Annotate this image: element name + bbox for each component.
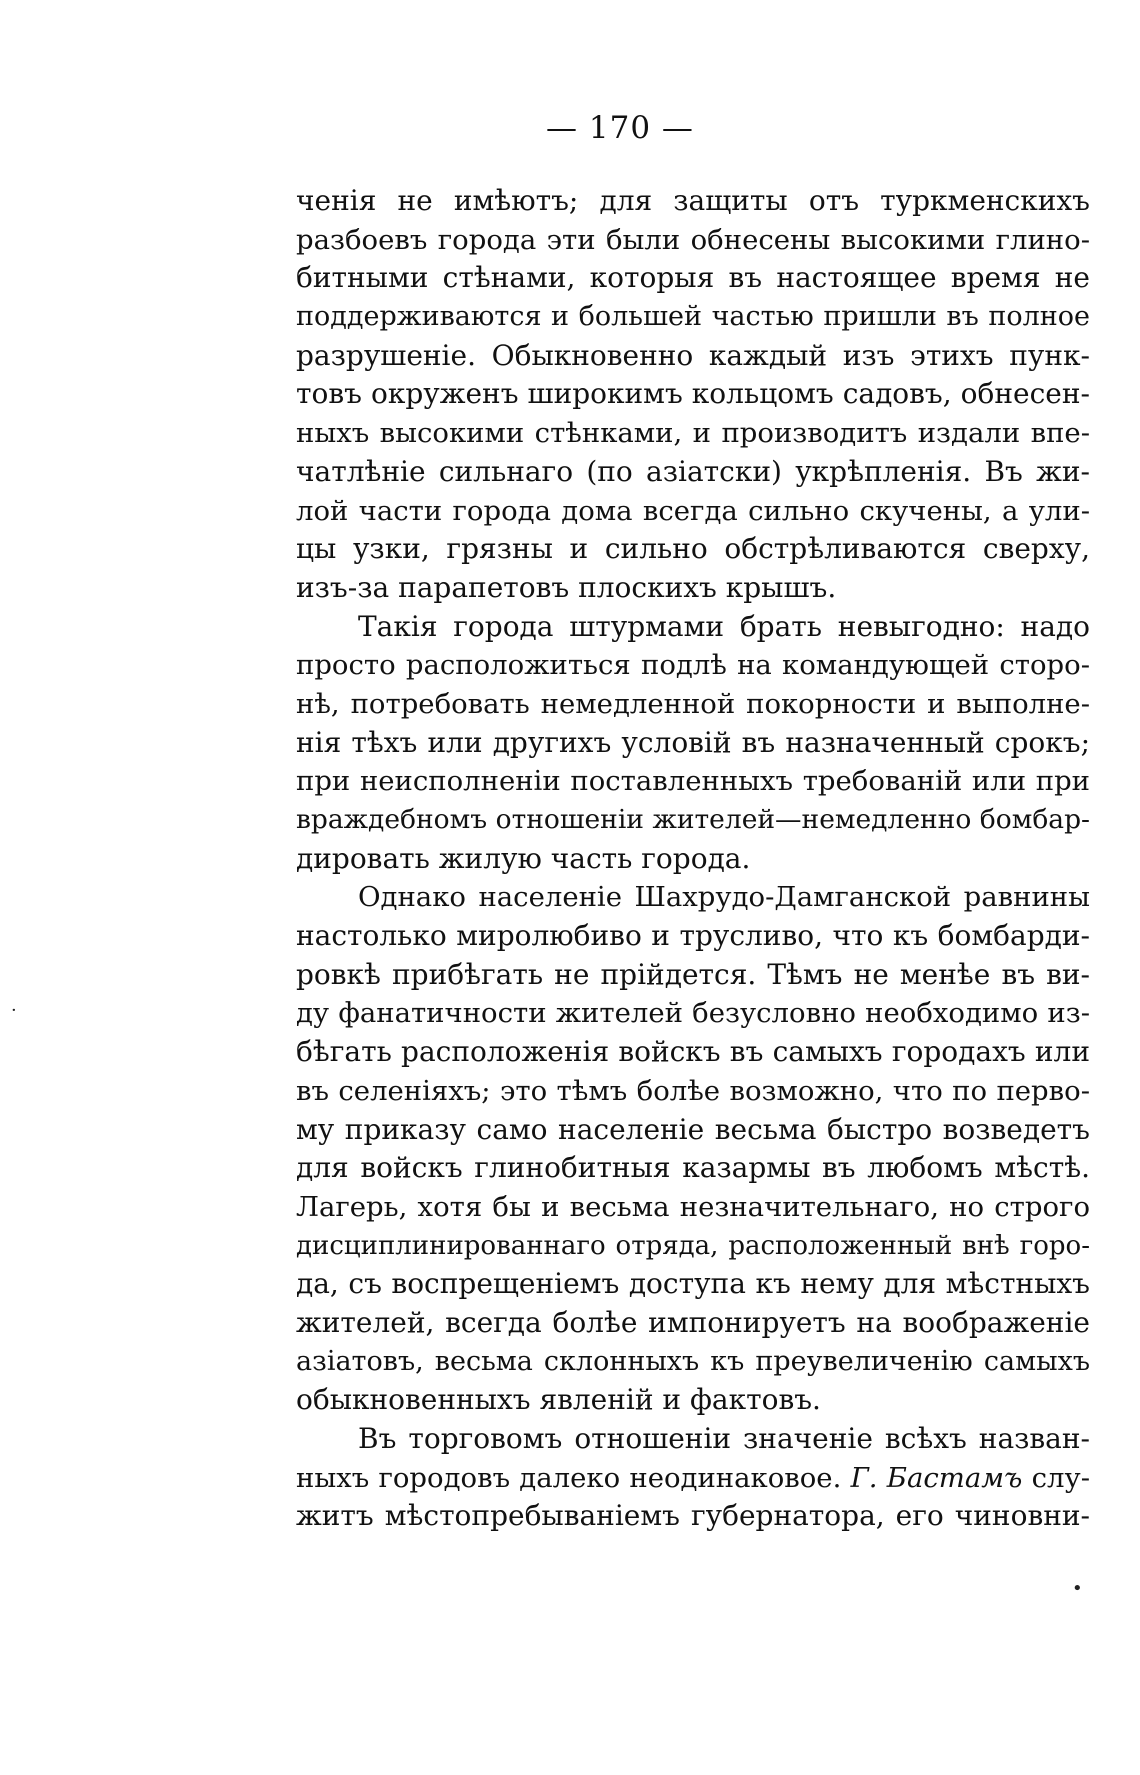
paragraph-line: товъ окруженъ широкимъ кольцомъ садовъ, обнесен- (296, 377, 1090, 411)
paragraph-line: разбоевъ города эти были обнесены высокими глино- (296, 223, 1090, 256)
paragraph-line: цы узки, грязны и сильно обстрѣливаются сверху, (296, 532, 1090, 566)
paragraph-line: поддерживаются и большей частью пришли въ полное (296, 301, 1090, 333)
scan-speck: · (11, 1000, 17, 1021)
page-text (296, 182, 1090, 1536)
paragraph-line: бѣгать расположенія войскъ въ самыхъ городахъ или (296, 1035, 1090, 1069)
paragraph-3 (296, 878, 1090, 1420)
paragraph-line: дировать жилую часть города. (296, 841, 751, 875)
paragraph-line: ду фанатичности жителей безусловно необходимо из- (296, 997, 1090, 1030)
paragraph-line: нія тѣхъ или другихъ условій въ назначенный срокъ; (296, 725, 1090, 759)
paragraph-line (296, 1459, 1090, 1498)
paragraph-line: въ селеніяхъ; это тѣмъ болѣе возможно, что по перво- (296, 1074, 1090, 1107)
paragraph-line: разрушеніе. Обыкновенно каждый изъ этихъ пунк- (296, 338, 1090, 372)
italic-place-name: Г. Бастамъ (850, 1461, 1023, 1494)
paragraph-line: дисциплинированнаго отряда, расположенный внѣ горо- (296, 1230, 1090, 1261)
page-number: — 170 — (546, 110, 694, 146)
paragraph-line: ныхъ высокими стѣнками, и производитъ издали впе- (296, 417, 1090, 450)
paragraph-line: изъ-за парапетовъ плоскихъ крышъ. (296, 570, 837, 604)
scan-speck: • (1072, 1578, 1083, 1599)
paragraph-line: житъ мѣстопребываніемъ губернатора, его чиновни- (296, 1499, 1090, 1533)
paragraphs (296, 182, 1090, 1420)
paragraph-line: му приказу само населеніе весьма быстро возведетъ (296, 1112, 1090, 1146)
paragraph-line: враждебномъ отношеніи жителей—немедленно бомбар- (296, 804, 1090, 835)
paragraph-line: да, съ воспрещеніемъ доступа къ нему для мѣстныхъ (296, 1267, 1090, 1301)
paragraph-line: Лагерь, хотя бы и весьма незначительнаго, но строго (296, 1190, 1090, 1223)
paragraph-line: Въ торговомъ отношеніи значеніе всѣхъ назван- (358, 1422, 1090, 1455)
paragraph-line: настолько миролюбиво и трусливо, что къ бомбарди- (296, 919, 1090, 953)
paragraph-line: жителей, всегда болѣе импонируетъ на воображеніе (296, 1305, 1090, 1339)
paragraph-line: Такія города штурмами брать невыгодно: надо (358, 609, 1090, 643)
paragraph-2 (296, 608, 1090, 879)
paragraph-line: азіатовъ, весьма склонныхъ къ преувеличенію самыхъ (296, 1345, 1090, 1377)
paragraph-line: для войскъ глинобитныя казармы въ любомъ мѣстѣ. (296, 1151, 1090, 1185)
paragraph-line: лой части города дома всегда сильно скучены, а ули- (296, 494, 1090, 527)
line-text: слу- (1031, 1461, 1090, 1494)
paragraph-4 (296, 1420, 1090, 1536)
paragraph-line: чатлѣніе сильнаго (по азіатски) укрѣпленія. Въ жи- (296, 454, 1090, 488)
line-text: ныхъ городовъ далеко неодинаковое. (296, 1461, 842, 1494)
paragraph-line: нѣ, потребовать немедленной покорности и выполне- (296, 687, 1090, 720)
paragraph-line: обыкновенныхъ явленій и фактовъ. (296, 1383, 821, 1417)
paragraph-line: битными стѣнами, которыя въ настоящее время не (296, 261, 1090, 295)
paragraph-line: ченія не имѣютъ; для защиты отъ туркменскихъ (296, 184, 1090, 217)
paragraph-line: Однако населеніе Шахрудо-Дамганской равнины (358, 881, 1090, 914)
paragraph-line: ровкѣ прибѣгать не прійдется. Тѣмъ не менѣе въ ви- (296, 957, 1090, 991)
paragraph-line: при неисполненіи поставленныхъ требованій или при (296, 765, 1090, 798)
paragraph-line: просто расположиться подлѣ на командующей сторо- (296, 649, 1090, 682)
paragraph-1 (296, 182, 1090, 608)
